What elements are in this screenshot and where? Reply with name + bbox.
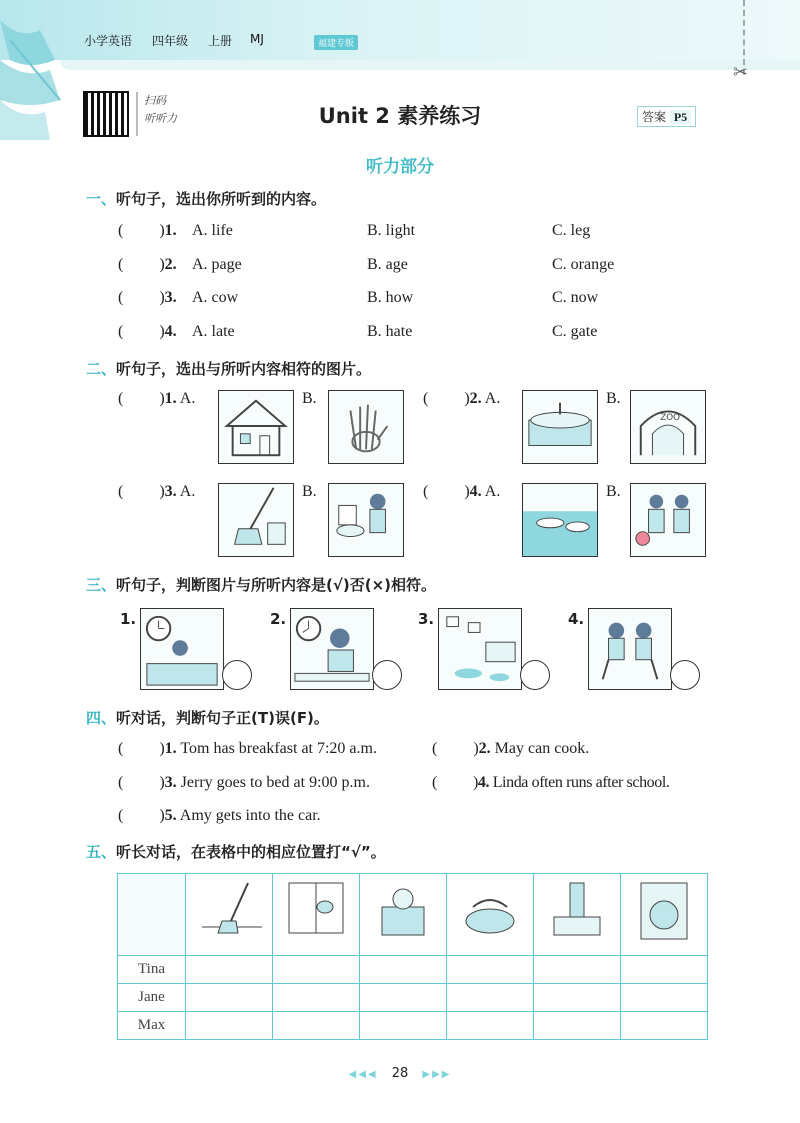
header-band-edge — [60, 60, 800, 70]
section-5-number: 五、 — [86, 843, 117, 861]
s2-q3-image-a-sweeping — [218, 483, 294, 557]
s1-q3-option-b: B. how — [367, 289, 414, 306]
s4-q2-text: May can cook. — [494, 740, 590, 757]
left-arrows-icon: ◀◀◀ — [348, 1069, 378, 1080]
s3-label-3: 3. — [418, 610, 435, 628]
s1-row-2 — [118, 256, 177, 274]
cell[interactable] — [273, 1012, 360, 1040]
s1-row-3 — [118, 289, 177, 307]
s1-q2-option-b: B. age — [367, 256, 408, 273]
scissors-icon: ✂ — [733, 62, 749, 83]
header-edition: MJ — [250, 32, 264, 46]
section-2-number: 二、 — [86, 360, 117, 378]
cell[interactable] — [186, 984, 273, 1012]
s2-q1-label — [118, 390, 195, 408]
chore-image-sweep-floor — [186, 874, 273, 956]
s4-item-5 — [118, 807, 321, 825]
s3-image-4-dancing — [588, 608, 672, 690]
s4-q1-open[interactable]: ( — [118, 740, 124, 757]
s4-q3-open[interactable]: ( — [118, 774, 124, 791]
s3-label-2: 2. — [270, 610, 287, 628]
cell[interactable] — [186, 956, 273, 984]
s1-q2-option-a: A. page — [192, 256, 242, 273]
table-row — [118, 984, 708, 1012]
chore-image-clean-window — [273, 874, 360, 956]
s1-row-1 — [118, 222, 177, 240]
s2-q3-num: 3. — [164, 483, 177, 500]
answer-ref — [637, 106, 696, 127]
header-term: 上册 — [208, 34, 233, 48]
section-4-text: 听对话，判断句子正(T)误(F)。 — [116, 709, 329, 727]
s4-item-4 — [432, 774, 670, 792]
s2-q2-image-a-birthday-cake — [522, 390, 598, 464]
s4-q2-open[interactable]: ( — [432, 740, 438, 757]
answer-page: P5 — [670, 110, 691, 124]
cell[interactable] — [360, 956, 447, 984]
s3-image-3-messy-room — [438, 608, 522, 690]
s1-q4-option-a: A. late — [192, 323, 235, 340]
s2-q1-open[interactable]: ( — [118, 390, 124, 407]
section-5-heading — [86, 841, 386, 862]
section-2-heading — [86, 358, 371, 379]
s1-q3-option-c: C. now — [552, 289, 599, 306]
row-name-max: Max — [118, 1012, 186, 1040]
page-title: Unit 2 素养练习 — [318, 104, 482, 128]
s4-q3-close: ) — [159, 774, 165, 791]
s2-q1-image-a-house — [218, 390, 294, 464]
row-name-tina: Tina — [118, 956, 186, 984]
s1-q2-num: 2. — [164, 256, 177, 273]
s2-q4-a: A. — [484, 483, 501, 500]
section-3-heading — [86, 574, 436, 595]
header-grade: 四年级 — [152, 34, 189, 48]
table-corner-cell — [118, 874, 186, 956]
section-3-text: 听句子，判断图片与所听内容是(√)否(×)相符。 — [116, 576, 437, 594]
table-row — [118, 956, 708, 984]
page-number: 28 — [391, 1066, 409, 1081]
cell[interactable] — [447, 984, 534, 1012]
s4-q4-open[interactable]: ( — [432, 774, 437, 791]
s4-q4-text: Linda often runs after school. — [492, 774, 670, 791]
s2-q1-image-b-hand — [328, 390, 404, 464]
right-arrows-icon: ▶▶▶ — [422, 1069, 452, 1080]
s4-q2-num: 2. — [478, 740, 491, 757]
s1-q4-close: ) — [159, 323, 165, 340]
section-1-text: 听句子，选出你所听到的内容。 — [116, 190, 327, 208]
s4-item-3 — [118, 774, 370, 792]
s1-q3-num: 3. — [164, 289, 177, 306]
s2-q4-image-a-swimming — [522, 483, 598, 557]
cell[interactable] — [621, 984, 708, 1012]
s4-q5-num: 5. — [164, 807, 177, 824]
edition-badge: 福建专版 — [314, 35, 358, 50]
cell[interactable] — [621, 1012, 708, 1040]
section-2-text: 听句子，选出与所听内容相符的图片。 — [116, 360, 372, 378]
s1-q4-option-c: C. gate — [552, 323, 598, 340]
chore-image-wash-clothes — [447, 874, 534, 956]
answer-label: 答案 — [642, 110, 667, 124]
cell[interactable] — [273, 984, 360, 1012]
s2-q2-num: 2. — [469, 390, 482, 407]
table-header-row — [118, 874, 708, 956]
s2-q4-label — [423, 483, 500, 501]
s1-q1-num: 1. — [164, 222, 177, 239]
s3-image-1-wake-up — [140, 608, 224, 690]
s4-q3-num: 3. — [164, 774, 177, 791]
s4-item-2 — [432, 740, 589, 758]
s1-q3-open[interactable]: ( — [118, 289, 124, 306]
page-footer — [0, 1066, 800, 1081]
s3-answer-circle-1[interactable] — [222, 660, 252, 690]
cell[interactable] — [534, 1012, 621, 1040]
s2-q3-open[interactable]: ( — [118, 483, 124, 500]
s3-image-2-breakfast — [290, 608, 374, 690]
s2-q2-b: B. — [606, 390, 621, 407]
s4-q3-text: Jerry goes to bed at 9:00 p.m. — [180, 774, 370, 791]
s3-answer-circle-4[interactable] — [670, 660, 700, 690]
s2-q1-a: A. — [179, 390, 196, 407]
cell[interactable] — [534, 956, 621, 984]
s2-q4-close: ) — [464, 483, 470, 500]
s4-q4-close: ) — [472, 774, 478, 791]
s2-q2-close: ) — [464, 390, 470, 407]
s2-q3-a: A. — [179, 483, 196, 500]
s2-q3-label — [118, 483, 195, 501]
s1-q1-option-c: C. leg — [552, 222, 591, 239]
chore-image-toy-box — [360, 874, 447, 956]
qr-label-line1: 扫码 — [144, 94, 166, 107]
s3-answer-circle-3[interactable] — [520, 660, 550, 690]
chore-image-washing-machine — [621, 874, 708, 956]
section-3-number: 三、 — [86, 576, 117, 594]
section-5-text: 听长对话，在表格中的相应位置打“√”。 — [116, 843, 386, 861]
s2-q4-num: 4. — [469, 483, 482, 500]
section-subtitle: 听力部分 — [366, 157, 434, 177]
s4-item-1 — [118, 740, 377, 758]
s1-q4-num: 4. — [164, 323, 177, 340]
s4-q5-close: ) — [159, 807, 165, 824]
s4-q5-text: Amy gets into the car. — [179, 807, 321, 824]
s2-q2-label — [423, 390, 500, 408]
svg-text:ZOO: ZOO — [660, 413, 680, 424]
header-subject: 小学英语 — [84, 34, 133, 48]
header-band — [0, 0, 800, 60]
s4-q1-text: Tom has breakfast at 7:20 a.m. — [180, 740, 377, 757]
s2-q1-num: 1. — [164, 390, 177, 407]
s2-q3-close: ) — [159, 483, 165, 500]
cell[interactable] — [273, 956, 360, 984]
s4-q5-open[interactable]: ( — [118, 807, 124, 824]
s2-q1-b: B. — [302, 390, 317, 407]
s1-q3-option-a: A. cow — [192, 289, 239, 306]
cell[interactable] — [534, 984, 621, 1012]
cell[interactable] — [447, 1012, 534, 1040]
cell[interactable] — [360, 1012, 447, 1040]
s4-q1-close: ) — [159, 740, 165, 757]
s2-q4-b: B. — [606, 483, 621, 500]
s4-q2-close: ) — [473, 740, 479, 757]
cell[interactable] — [447, 956, 534, 984]
cell[interactable] — [621, 956, 708, 984]
s2-q4-image-b-playing — [630, 483, 706, 557]
s2-q2-image-b-zoo-gate — [630, 390, 706, 464]
table-row — [118, 1012, 708, 1040]
section-4-number: 四、 — [86, 709, 117, 727]
s1-q3-close: ) — [159, 289, 165, 306]
section-1-number: 一、 — [86, 190, 117, 208]
s1-q1-close: ) — [159, 222, 165, 239]
s1-q1-open[interactable]: ( — [118, 222, 124, 239]
s3-label-1: 1. — [120, 610, 137, 628]
s2-q2-open[interactable]: ( — [423, 390, 429, 407]
qr-label-line2: 听听力 — [144, 112, 177, 125]
s3-label-4: 4. — [568, 610, 585, 628]
s3-answer-circle-2[interactable] — [372, 660, 402, 690]
s1-q2-close: ) — [159, 256, 165, 273]
section-1-heading — [86, 188, 326, 209]
cell[interactable] — [360, 984, 447, 1012]
section-4-heading — [86, 707, 329, 728]
row-name-jane: Jane — [118, 984, 186, 1012]
s1-q4-option-b: B. hate — [367, 323, 413, 340]
s1-q2-open[interactable]: ( — [118, 256, 124, 273]
s1-q1-option-a: A. life — [192, 222, 233, 239]
s4-q1-num: 1. — [164, 740, 177, 757]
s2-q3-b: B. — [302, 483, 317, 500]
s2-q2-a: A. — [484, 390, 501, 407]
chore-image-tidy-books — [534, 874, 621, 956]
chore-table — [117, 873, 708, 1040]
s2-q1-close: ) — [159, 390, 165, 407]
s1-q4-open[interactable]: ( — [118, 323, 124, 340]
s4-q4-num: 4. — [477, 774, 490, 791]
s2-q3-image-b-toilet — [328, 483, 404, 557]
s2-q4-open[interactable]: ( — [423, 483, 429, 500]
s1-row-4 — [118, 323, 177, 341]
cell[interactable] — [186, 1012, 273, 1040]
s1-q1-option-b: B. light — [367, 222, 416, 239]
s1-q2-option-c: C. orange — [552, 256, 615, 273]
